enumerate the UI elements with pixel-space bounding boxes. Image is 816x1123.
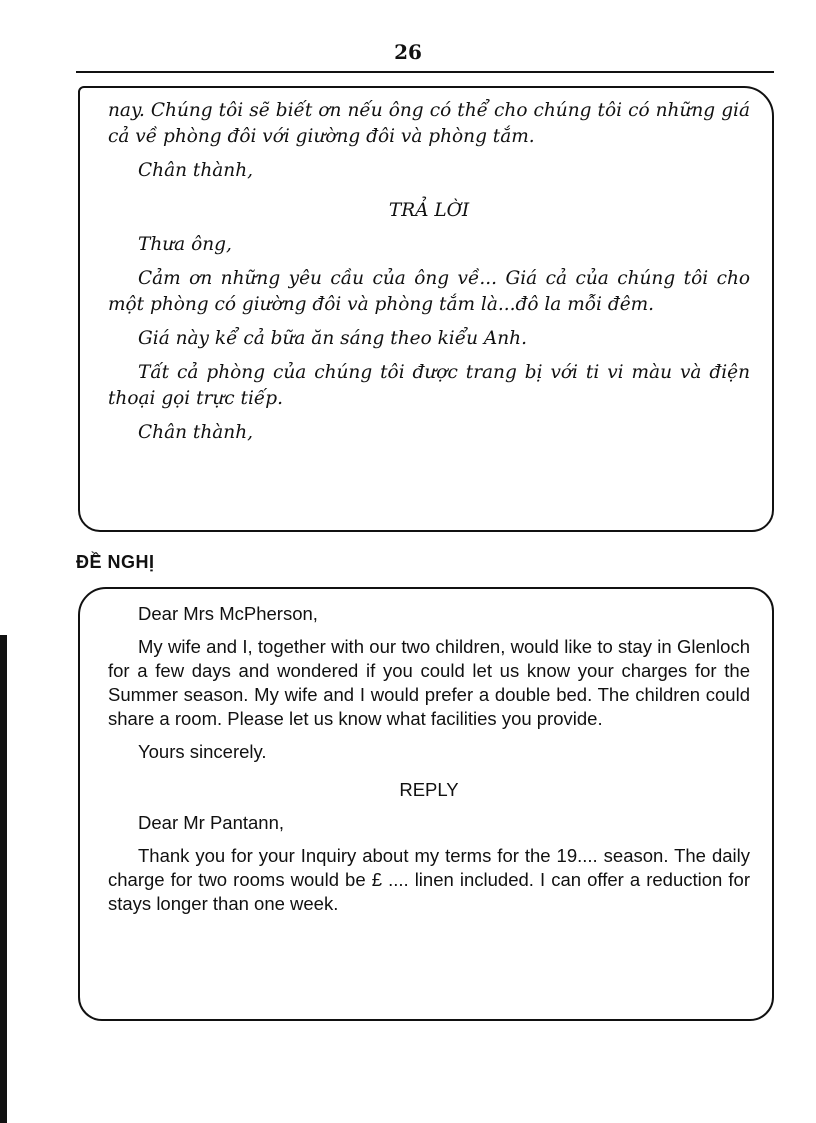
scan-left-edge xyxy=(0,635,7,1123)
header-rule xyxy=(76,71,774,73)
en-reply-paragraph: Thank you for your Inquiry about my terms for the 19.... season. The daily charge for two rooms would be £ .... linen included. I can offer a reduction for stays longer than one week. xyxy=(108,845,750,914)
vietnamese-letter-box xyxy=(78,86,774,532)
vi-paragraph-2: Giá này kể cả bữa ăn sáng theo kiểu Anh. xyxy=(138,328,527,349)
page-number: 26 xyxy=(394,40,422,64)
en-salutation: Dear Mrs McPherson, xyxy=(138,603,318,624)
section-heading: ĐỀ NGHỊ xyxy=(76,552,155,572)
vi-reply-heading: TRẢ LỜI xyxy=(388,200,470,221)
vi-paragraph-3: Tất cả phòng của chúng tôi được trang bị với ti vi màu và điện thoại gọi trực tiếp. xyxy=(108,362,750,409)
vi-continuation-text: nay. Chúng tôi sẽ biết ơn nếu ông có thể cho chúng tôi có những giá cả về phòng đôi với giường đôi và phòng tắm. xyxy=(108,100,750,147)
english-letter-box xyxy=(78,587,774,1021)
en-reply-heading: REPLY xyxy=(399,779,459,800)
vi-paragraph-1: Cảm ơn những yêu cầu của ông về... Giá cả của chúng tôi cho một phòng có giường đôi và phòng tắm là...đô la mỗi đêm. xyxy=(108,268,750,315)
vi-closing-1: Chân thành, xyxy=(138,160,253,181)
en-closing: Yours sincerely. xyxy=(138,741,267,762)
en-reply-salutation: Dear Mr Pantann, xyxy=(138,812,285,833)
vi-salutation: Thưa ông, xyxy=(138,234,232,255)
en-paragraph-1: My wife and I, together with our two children, would like to stay in Glenloch for a few days and wondered if you could let us know your charges for the Summer season. My wife and I would prefer a double bed. The children could share a room. Please let us know what facilities you provide. xyxy=(108,636,750,729)
vi-closing-2: Chân thành, xyxy=(138,422,253,443)
